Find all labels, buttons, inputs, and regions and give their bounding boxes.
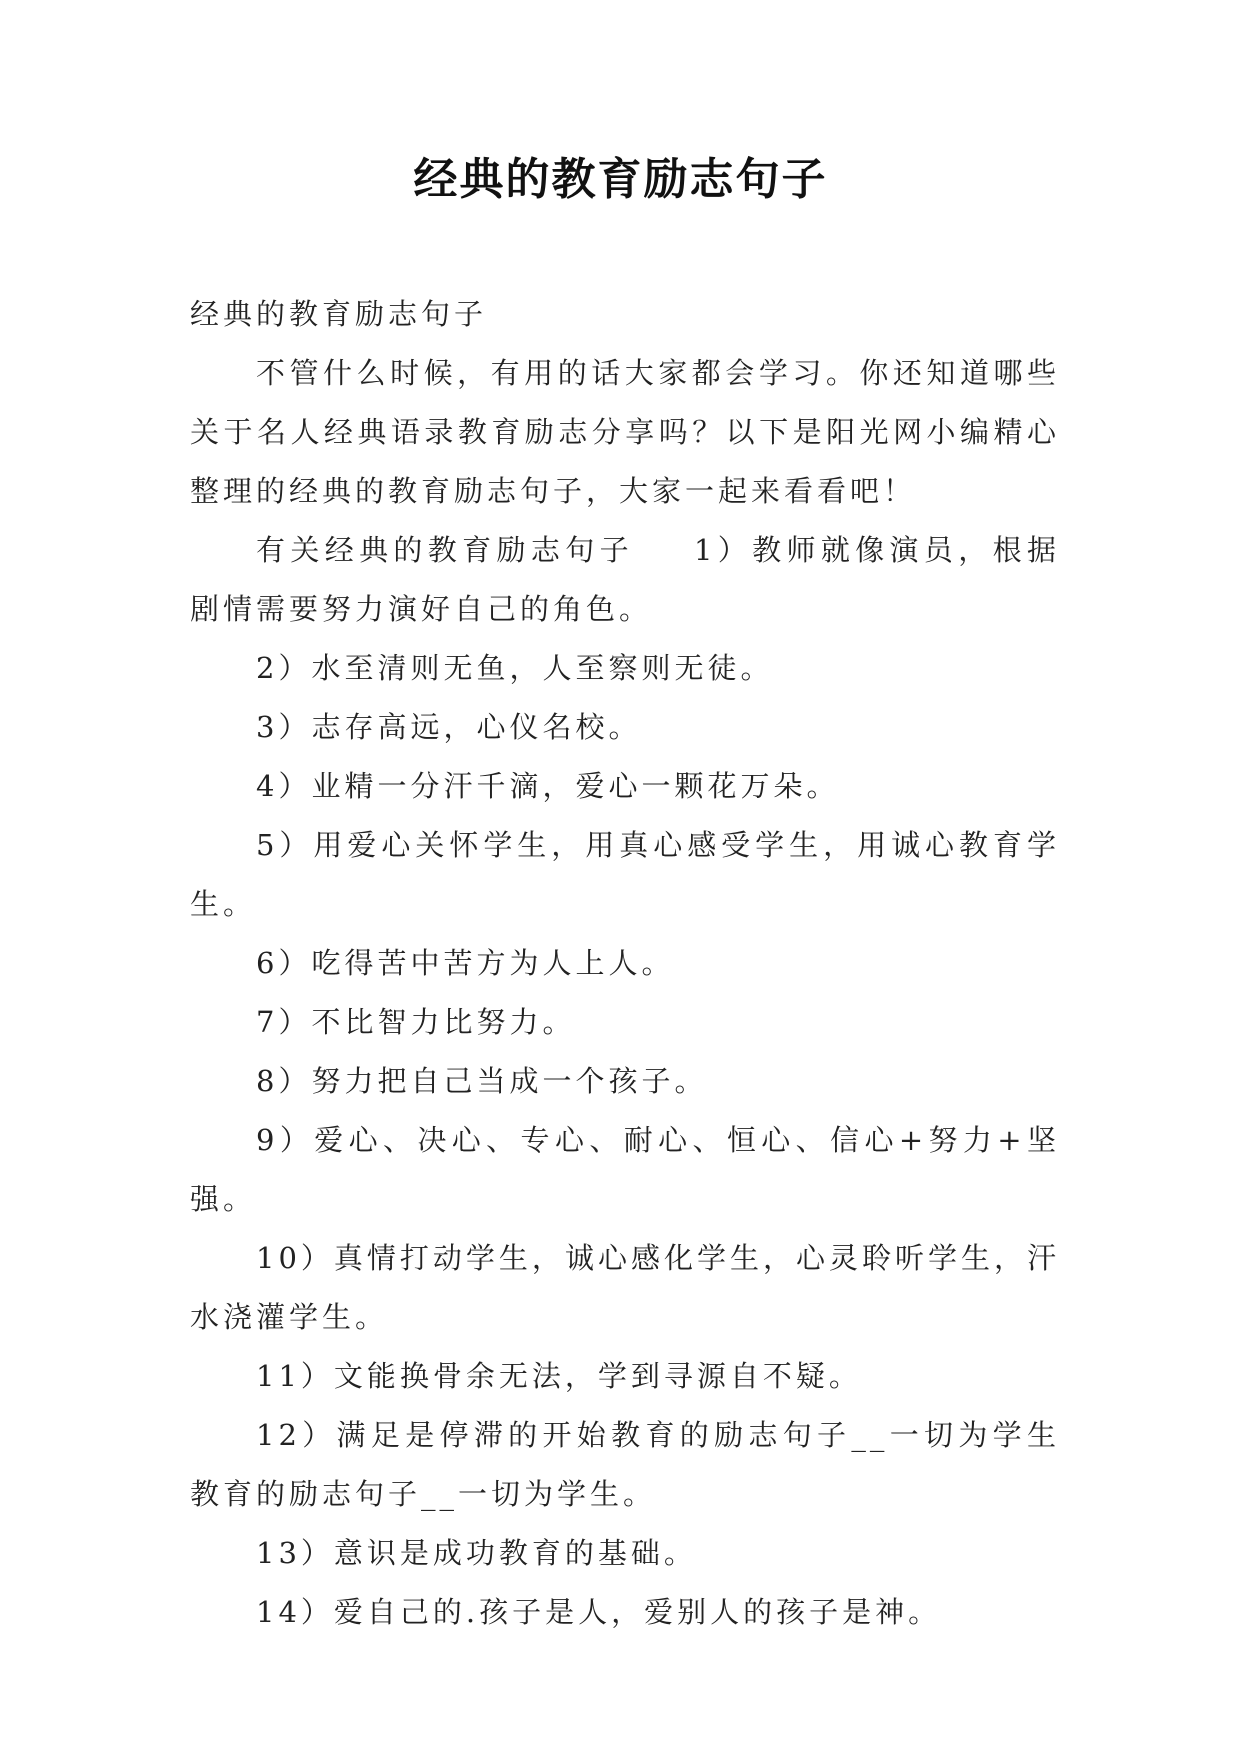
- quote-item-4: 4）业精一分汗千滴，爱心一颗花万朵。: [256, 769, 840, 803]
- quote-item-3: 3）志存高远，心仪名校。: [256, 710, 642, 744]
- quote-item-14: 14）爱自己的.孩子是人，爱别人的孩子是神。: [256, 1595, 942, 1629]
- quote-item-11: 11）文能换骨余无法，学到寻源自不疑。: [256, 1359, 862, 1393]
- quote-item-9: 9）爱心、决心、专心、耐心、恒心、信心+努力+坚强。: [190, 1123, 1060, 1216]
- quote-item-1: 1）教师就像演员，根据剧情需要努力演好自己的角色。: [190, 533, 1060, 626]
- quote-item-13: 13）意识是成功教育的基础。: [256, 1536, 697, 1570]
- document-body: [190, 285, 1060, 1642]
- quote-item-6: 6）吃得苦中苦方为人上人。: [256, 946, 675, 980]
- quote-item-5: 5）用爱心关怀学生，用真心感受学生，用诚心教育学生。: [190, 828, 1060, 921]
- quote-item-7: 7）不比智力比努力。: [256, 1005, 576, 1039]
- intro-paragraph: 不管什么时候，有用的话大家都会学习。你还知道哪些关于名人经典语录教育励志分享吗？以下是阳光网小编精心整理的经典的教育励志句子，大家一起来看看吧！: [190, 356, 1060, 508]
- section-heading: 有关经典的教育励志句子: [256, 533, 634, 567]
- document-subtitle: 经典的教育励志句子: [190, 297, 488, 331]
- quote-item-2: 2）水至清则无鱼，人至察则无徒。: [256, 651, 774, 685]
- quote-item-8: 8）努力把自己当成一个孩子。: [256, 1064, 708, 1098]
- document-title: 经典的教育励志句子: [413, 154, 828, 205]
- quote-item-1-paragraph: [190, 521, 1060, 639]
- quote-item-12: 12）满足是停滞的开始教育的励志句子__一切为学生教育的励志句子__一切为学生。: [190, 1418, 1060, 1511]
- quote-item-10: 10）真情打动学生，诚心感化学生，心灵聆听学生，汗水浇灌学生。: [190, 1241, 1060, 1334]
